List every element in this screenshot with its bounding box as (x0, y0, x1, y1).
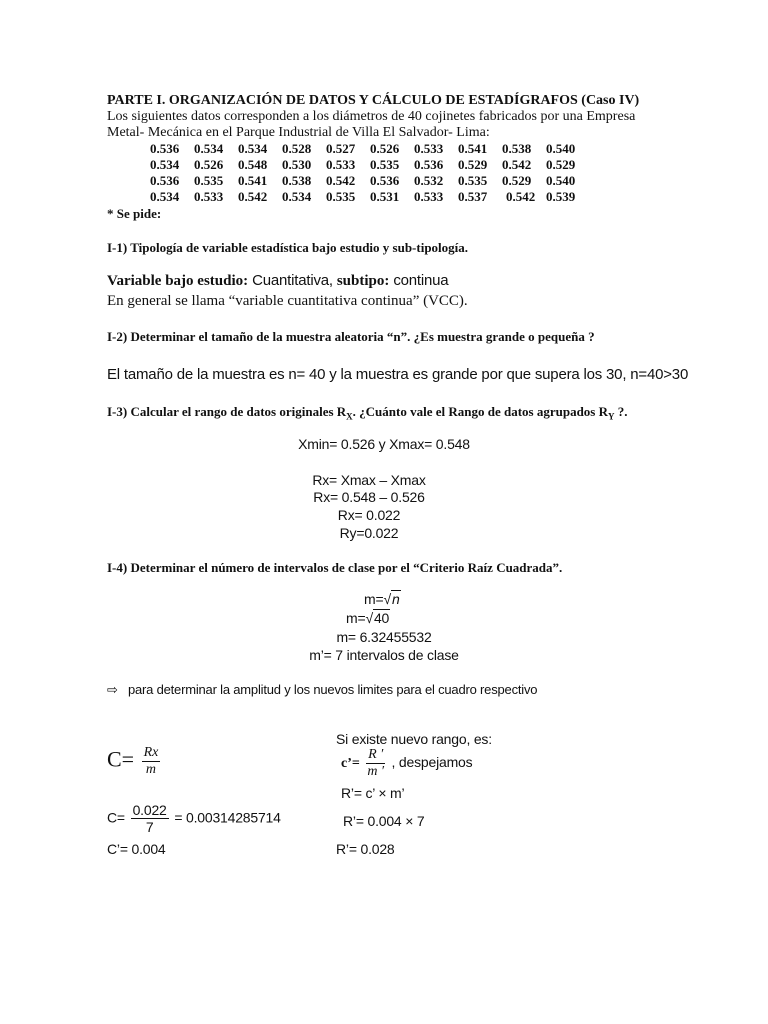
q2-answer: El tamaño de la muestra es n= 40 y la muestra es grande por que supera los 30, n=40>30 (107, 366, 689, 383)
q3-heading-part-c: ?. (614, 404, 628, 419)
q1-subtype-label: subtipo: (336, 273, 390, 289)
data-cell: 0.534 (150, 157, 180, 172)
data-row-3 (150, 173, 590, 189)
data-cell: 0.535 (458, 173, 488, 188)
data-row-2 (150, 157, 590, 173)
q3-line-5: Ry=0.022 (339, 525, 399, 541)
r-prime-line-3: R’= 0.028 (336, 841, 395, 857)
r-prime-line-2: R’= 0.004 × 7 (343, 813, 425, 829)
data-cell: 0.542 (238, 189, 268, 204)
q1-variable-value: Cuantitativa, (248, 272, 337, 289)
data-cell: 0.542 (326, 173, 356, 188)
q3-sub-y: Y (608, 411, 615, 422)
q4-line-4: m’= 7 intervalos de clase (309, 647, 459, 663)
data-cell: 0.534 (194, 141, 224, 156)
q3-line-4: Rx= 0.022 (337, 507, 401, 523)
data-cell: 0.527 (326, 141, 356, 156)
data-cell: 0.526 (194, 157, 224, 172)
data-cell: 0.541 (238, 173, 268, 188)
intro-line-2: Metal- Mecánica en el Parque Industrial de Villa El Salvador- Lima: (107, 125, 490, 140)
sqrt-symbol: √n (383, 591, 400, 607)
data-cell: 0.548 (238, 157, 268, 172)
q1-variable-label: Variable bajo estudio: (107, 273, 249, 289)
q1-answer-line-2: En general se llama “variable cuantitativa continua” (VCC). (107, 293, 468, 309)
data-cell: 0.538 (502, 141, 532, 156)
c-label: C= (107, 746, 135, 772)
part-title: PARTE I. ORGANIZACIÓN DE DATOS Y CÁLCULO DE ESTADÍGRAFOS (Caso IV) (107, 93, 640, 108)
data-cell: 0.528 (282, 141, 312, 156)
arrow-right-icon: ⇨ (107, 682, 118, 697)
c2-numerator: 0.022 (132, 802, 167, 818)
note-text: para determinar la amplitud y los nuevos limites para el cuadro respectivo (127, 682, 538, 697)
c-value-line (107, 802, 281, 835)
data-cell: 0.542 (502, 157, 532, 172)
c-prime-value: C’= 0.004 (107, 841, 166, 857)
c-numerator: Rx (142, 745, 161, 762)
note-line (107, 682, 537, 698)
data-cell: 0.542 (506, 189, 536, 204)
cp-denominator: m ′ (367, 764, 385, 780)
data-cell: 0.534 (238, 141, 268, 156)
data-cell: 0.535 (370, 157, 400, 172)
q4-radicand-n: n (391, 591, 400, 607)
q4-m-label: m= (346, 610, 366, 626)
data-cell: 0.529 (502, 173, 532, 188)
cp-label: c’= (341, 755, 360, 771)
q1-subtype-value: continua (389, 272, 449, 289)
q1-answer-line-1 (107, 272, 448, 290)
cp-numerator: R ′ (366, 747, 385, 764)
c-denominator: m (145, 762, 157, 778)
q3-sub-x: X (346, 411, 353, 422)
data-cell: 0.541 (458, 141, 488, 156)
data-cell: 0.535 (326, 189, 356, 204)
data-cell: 0.534 (282, 189, 312, 204)
q3-heading-part-a: I-3) Calcular el rango de datos originales R (107, 404, 347, 419)
q4-heading: I-4) Determinar el número de intervalos de clase por el “Criterio Raíz Cuadrada”. (107, 560, 563, 575)
q3-heading (107, 404, 628, 422)
data-cell: 0.540 (546, 173, 576, 188)
q4-line-1 (364, 591, 401, 607)
data-cell: 0.534 (150, 189, 180, 204)
data-cell: 0.530 (282, 157, 312, 172)
data-cell: 0.540 (546, 141, 576, 156)
data-cell: 0.531 (370, 189, 400, 204)
data-cell: 0.529 (546, 157, 576, 172)
q3-line-1: Xmin= 0.526 y Xmax= 0.548 (298, 436, 470, 452)
data-cell: 0.538 (282, 173, 312, 188)
q2-heading: I-2) Determinar el tamaño de la muestra aleatoria “n”. ¿Es muestra grande o pequeña ? (107, 329, 595, 344)
sqrt-symbol: √40 (365, 610, 390, 626)
q3-line-2: Rx= Xmax – Xmax (312, 472, 426, 488)
se-pide-label: * Se pide: (107, 206, 162, 221)
data-cell: 0.533 (414, 189, 444, 204)
new-range-text: Si existe nuevo rango, es: (336, 731, 492, 747)
q4-line-2 (346, 610, 390, 626)
c-prime-formula (341, 747, 472, 780)
q1-heading: I-1) Tipología de variable estadística bajo estudio y sub-tipología. (107, 240, 469, 255)
data-cell: 0.533 (194, 189, 224, 204)
data-cell: 0.539 (546, 189, 576, 204)
cp-fraction (365, 747, 386, 780)
data-cell: 0.533 (414, 141, 444, 156)
c2-result: = 0.00314285714 (174, 809, 281, 826)
c2-fraction (131, 802, 169, 835)
intro-line-1: Los siguientes datos corresponden a los diámetros de 40 cojinetes fabricados por una Empresa (107, 109, 636, 124)
q4-line-3: m= 6.32455532 (336, 629, 432, 645)
data-row-1 (150, 141, 590, 157)
data-cell: 0.536 (150, 173, 180, 188)
cp-tail: , despejamos (391, 753, 473, 770)
c-fraction (142, 745, 161, 778)
data-cell: 0.526 (370, 141, 400, 156)
q4-m-label: m= (364, 591, 384, 607)
data-cell: 0.536 (370, 173, 400, 188)
data-cell: 0.529 (458, 157, 488, 172)
c2-denominator: 7 (145, 819, 154, 836)
data-cell: 0.537 (458, 189, 488, 204)
q3-line-3: Rx= 0.548 – 0.526 (313, 489, 425, 505)
data-cell: 0.536 (414, 157, 444, 172)
c2-label: C= (107, 809, 125, 826)
data-row-4 (150, 189, 590, 205)
data-cell: 0.536 (150, 141, 180, 156)
data-cell: 0.533 (326, 157, 356, 172)
data-cell: 0.535 (194, 173, 224, 188)
c-formula (107, 745, 162, 778)
data-cell: 0.532 (414, 173, 444, 188)
q4-radicand-40: 40 (373, 610, 390, 626)
r-prime-line-1: R’= c’ × m’ (341, 785, 405, 801)
q3-heading-part-b: . ¿Cuánto vale el Rango de datos agrupados R (352, 404, 609, 419)
